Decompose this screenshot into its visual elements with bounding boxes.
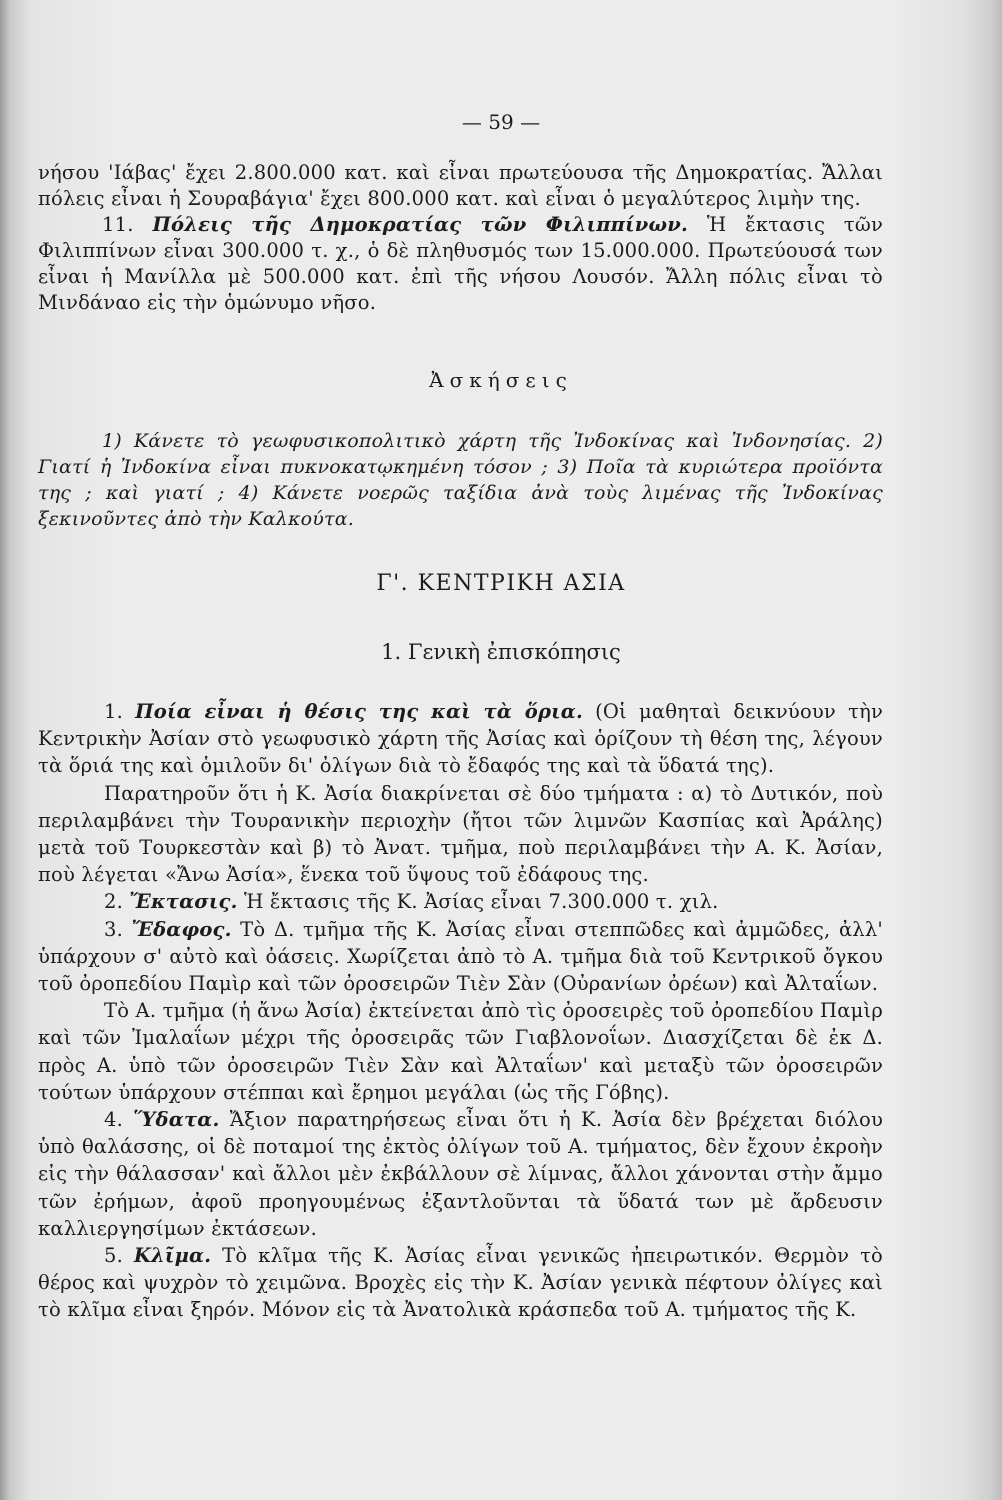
section-title: Γ'. ΚΕΝΤΡΙΚΗ ΑΣΙΑ: [376, 571, 626, 596]
paragraph-body: Ἡ ἔκτασις τῆς Κ. Ἀσίας εἶναι 7.300.000 τ. χιλ.: [243, 890, 719, 914]
paragraph-body: Τὸ Δ. τμῆμα τῆς Κ. Ἀσίας εἶναι στεππῶδες καὶ ἀμμῶδες, ἀλλ' ὑπάρχουν σ' αὐτὸ καὶ ὀάσεις. Χωρίζεται ἀπὸ τὸ Α. τμῆμα διὰ τοῦ Κεντρικοῦ ὄγκου τοῦ ὀροπεδίου Παμὶρ καὶ τῶν ὀροσειρῶν Τιὲν Σὰν (Οὐρανίων ὀρέων) καὶ Ἀλταΐων.: [38, 917, 883, 996]
paragraph-body: (Οἱ μαθηταὶ δεικνύουν τὴν Κεντρικὴν Ἀσίαν στὸ γεωφυσικὸ χάρτη τῆς Ἀσίας καὶ ὁρίζουν τὴ θέση της, λέγουν τὰ ὅριά της καὶ ὁμιλοῦν δι' ὀλίγων διὰ τὸ ἔδαφός της καὶ τὰ ὕδατά της).: [38, 700, 884, 778]
paragraph-heading: Ὕδατα.: [133, 1108, 220, 1132]
paragraph-number: 1.: [104, 700, 124, 723]
top-paragraphs: [38, 160, 883, 316]
paragraph-java: νήσου 'Ιάβας' ἔχει 2.800.000 κατ. καὶ εἶναι πρωτεύουσα τῆς Δημοκρατίας. Ἄλλαι πόλεις εἶναι ἡ Σουραβάγια' ἔχει 800.000 κατ. καὶ εἶναι ὁ μεγαλύτερος λιμὴν της.: [38, 161, 883, 210]
paragraph-heading: Ἔκτασις.: [129, 890, 238, 914]
paragraph-body: Τὸ κλῖμα τῆς Κ. Ἀσίας εἶναι γενικῶς ἠπειρωτικόν. Θερμὸν τὸ θέρος καὶ ψυχρὸν τὸ χειμῶνα. Βροχὲς εἰς τὴν Κ. Ἀσίαν γενικὰ πέφτουν ὀλίγες καὶ τὸ κλῖμα εἶναι ξηρόν. Μόνον εἰς τὰ Ἀνατολικὰ κράσπεδα τοῦ Α. τμήματος τῆς Κ.: [38, 1244, 883, 1322]
exercises-block: [38, 428, 883, 532]
exercises-text: 1) Κάνετε τὸ γεωφυσικοπολιτικὸ χάρτη τῆς Ἰνδοκίνας καὶ Ἰνδονησίας. 2) Γιατί ἡ Ἰνδοκίνα εἶναι πυκνοκατῳκημένη τόσον ; 3) Ποῖα τὰ κυριώτερα προϊόντα της ; καὶ γιατί ; 4) Κάνετε νοερῶς ταξίδια ἀνὰ τοὺς λιμένας τῆς Ἰνδοκίνας ξεκινοῦντες ἀπὸ τὴν Καλκούτα.: [38, 430, 883, 530]
paragraph-number: 2.: [104, 890, 124, 914]
paragraph-body: Ἄξιον παρατηρήσεως εἶναι ὅτι ἡ Κ. Ἀσία δὲν βρέχεται διόλου ὑπὸ θαλάσσης, οἱ δὲ ποταμοί της ἐκτὸς ὀλίγων τοῦ Α. τμήματος, δὲν ἔχουν ἐκροὴν εἰς τὴν θάλασσαν' καὶ ἄλλοι μὲν ἐκβάλλουν σὲ λίμνας, ἄλλοι χάνονται στὴν ἄμμο τῶν ἐρήμων, ἀφοῦ προηγουμένως ἐξαντλοῦνται τὰ ὕδατά των μὲ ἄρδευσιν καλλιεργησίμων ἐκτάσεων.: [38, 1108, 884, 1240]
paragraph-number: 4.: [104, 1108, 124, 1132]
paragraph-body: Ἡ ἔκτασις τῶν Φιλιππίνων εἶναι 300.000 τ. χ., ὁ δὲ πληθυσμός των 15.000.000. Πρωτεύουσά των εἶναι ἡ Μανίλλα μὲ 500.000 κατ. ἐπὶ τῆς νήσου Λουσόν. Ἄλλη πόλις εἶναι τὸ Μινδάναο εἰς τὴν ὁμώνυμο νῆσο.: [38, 213, 884, 314]
paragraph-east-section: Τὸ Α. τμῆμα (ἡ ἄνω Ἀσία) ἐκτείνεται ἀπὸ τὶς ὀροσειρὲς τοῦ ὀροπεδίου Παμὶρ καὶ τῶν Ἰμαλαΐων μέχρι τῆς ὀροσειρᾶς τῶν Γιαβλονοΐων. Διασχίζεται δὲ ἐκ Δ. πρὸς Α. ὑπὸ τῶν ὀροσειρῶν Τιὲν Σὰν καὶ Ἀλταΐων' καὶ μεταξὺ τῶν ὀροσειρῶν τούτων ὑπάρχουν στέππαι καὶ ἔρημοι μεγάλαι (ὡς τῆς Γόβης).: [38, 999, 883, 1104]
paragraph-number: 3.: [104, 917, 124, 941]
paragraph-heading: Κλῖμα.: [133, 1244, 212, 1268]
paragraph-number: 11.: [102, 213, 134, 236]
paragraph-heading: Πόλεις τῆς Δημοκρατίας τῶν Φιλιππίνων.: [152, 213, 689, 236]
paragraph-heading: Ἔδαφος.: [131, 917, 232, 941]
paragraph-11: [38, 212, 883, 316]
subsection-title: 1. Γενικὴ ἐπισκόπησις: [381, 640, 621, 664]
paragraph-number: 5.: [104, 1244, 124, 1268]
paragraph-area: [38, 888, 883, 915]
paragraph-climate: [38, 1242, 883, 1324]
paragraph-terrain: [38, 916, 883, 998]
page-number: — 59 —: [461, 110, 541, 134]
paragraph-divisions: Παρατηροῦν ὅτι ἡ Κ. Ἀσία διακρίνεται σὲ δύο τμήματα : α) τὸ Δυτικόν, ποὺ περιλαμβάνει τὴν Τουρανικὴν περιοχὴν (ἤτοι τῶν λιμνῶν Κασπίας καὶ Ἀράλης) μετὰ τοῦ Τουρκεστὰν καὶ β) τὸ Ἀνατ. τμῆμα, ποὺ περιλαμβάνει τὴν Α. Κ. Ἀσίαν, ποὺ λέγεται «Ἄνω Ἀσία», ἕνεκα τοῦ ὕψους τοῦ ἐδάφους της.: [38, 781, 883, 887]
paragraph-position: [38, 698, 883, 780]
main-body: [38, 698, 883, 1324]
paragraph-heading: Ποία εἶναι ἡ θέσις της καὶ τὰ ὅρια.: [135, 700, 583, 723]
exercises-title: Ἀσκήσεις: [429, 368, 573, 392]
paragraph-waters: [38, 1106, 883, 1242]
